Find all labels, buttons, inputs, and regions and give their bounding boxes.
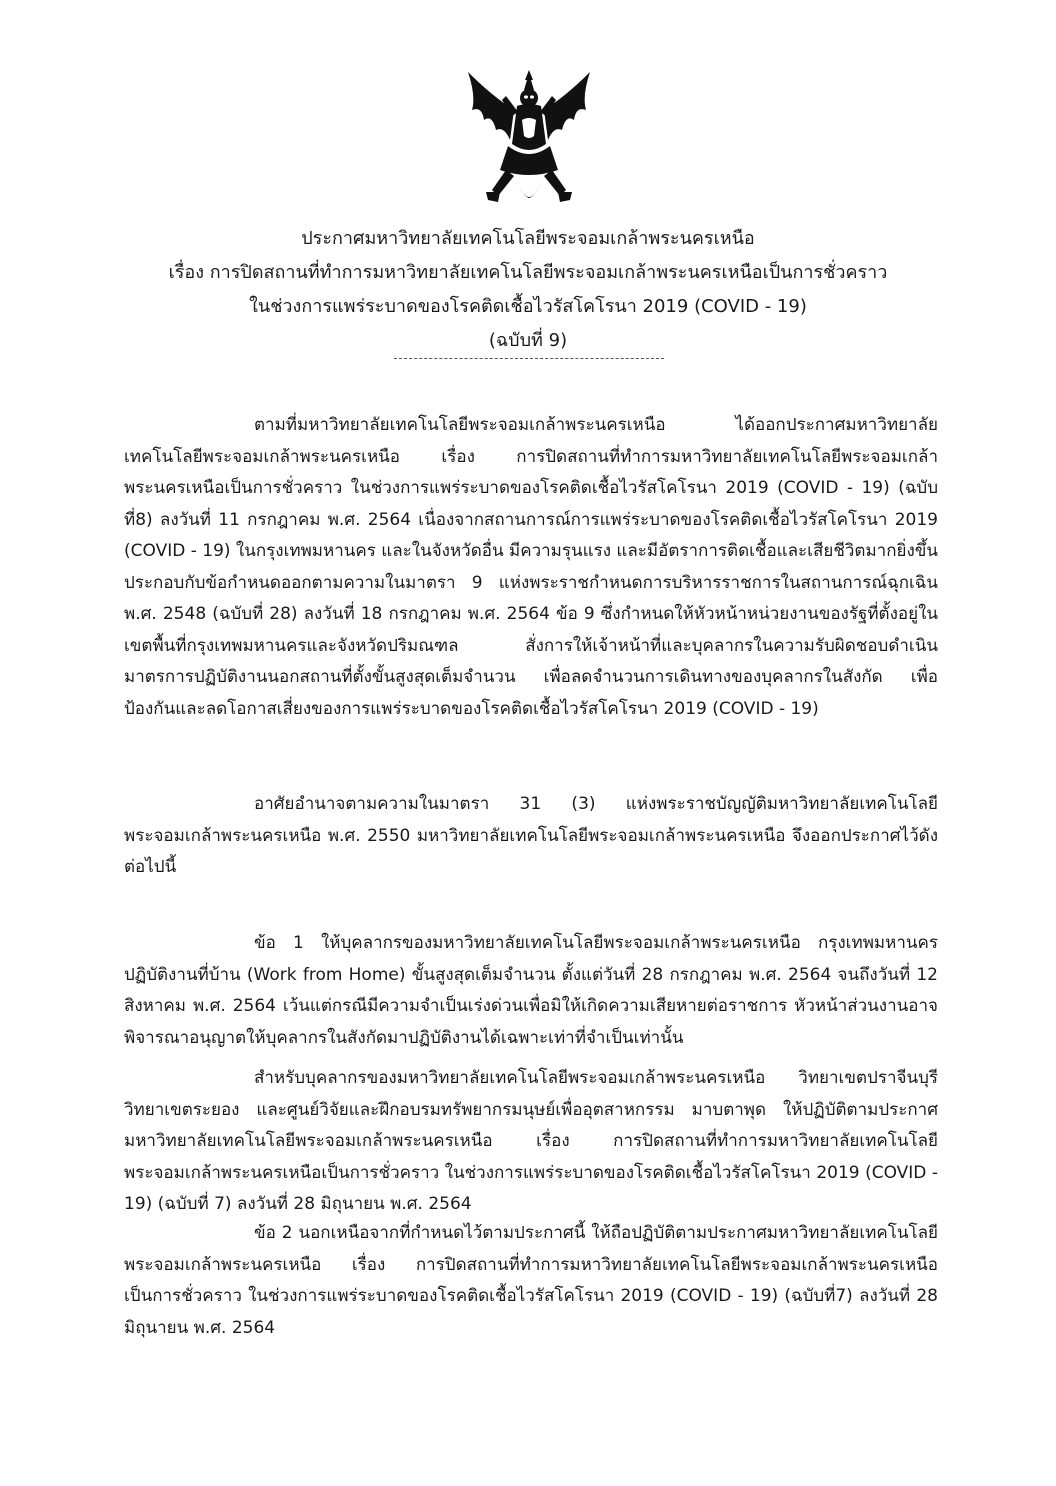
paragraph-clause-1-campuses <box>124 1063 938 1221</box>
paragraph-clause-1 <box>124 928 938 1054</box>
garuda-emblem-icon <box>462 66 596 216</box>
paragraph-authority <box>124 789 938 884</box>
paragraph-background <box>124 410 938 725</box>
paragraph-text: ข้อ 1 ให้บุคลากรของมหาวิทยาลัยเทคโนโลยีพระจอมเกล้าพระนครเหนือ กรุงเทพมหานคร ปฏิบัติงานที่บ้าน (Work from Home) ขั้นสูงสุดเต็มจำนวน ตั้งแต่วันที่ 28 กรกฎาคม พ.ศ. 2564 จนถึงวันที่ 12 สิงหาคม พ.ศ. 2564 เว้นแต่กรณีมีความจำเป็นเร่งด่วนเพื่อมิให้เกิดความเสียหายต่อราชการ หัวหน้าส่วนงานอาจพิจารณาอนุญาตให้บุคลากรในสังกัดมาปฏิบัติงานได้เฉพาะเท่าที่จำเป็นเท่านั้น <box>124 933 938 1048</box>
announcement-issuer: ประกาศมหาวิทยาลัยเทคโนโลยีพระจอมเกล้าพระนครเหนือ <box>301 228 755 249</box>
paragraph-text: สำหรับบุคลากรของมหาวิทยาลัยเทคโนโลยีพระจอมเกล้าพระนครเหนือ วิทยาเขตปราจีนบุรี วิทยาเขตระยอง และศูนย์วิจัยและฝึกอบรมทรัพยากรมนุษย์เพื่ออุตสาหกรรม มาบตาพุด ให้ปฏิบัติตามประกาศมหาวิทยาลัยเทคโนโลยีพระจอมเกล้าพระนครเหนือ เรื่อง การปิดสถานที่ทำการมหาวิทยาลัยเทคโนโลยีพระจอมเกล้าพระนครเหนือเป็นการชั่วคราว ในช่วงการแพร่ระบาดของโรคติดเชื้อไวรัสโคโรนา 2019 (COVID - 19) (ฉบับที่ 7) ลงวันที่ 28 มิถุนายน พ.ศ. 2564 <box>124 1068 938 1214</box>
announcement-subject-cont: ในช่วงการแพร่ระบาดของโรคติดเชื้อไวรัสโคโรนา 2019 (COVID - 19) <box>249 296 807 317</box>
paragraph-text: ตามที่มหาวิทยาลัยเทคโนโลยีพระจอมเกล้าพระนครเหนือ ได้ออกประกาศมหาวิทยาลัยเทคโนโลยีพระจอมเกล้าพระนครเหนือ เรื่อง การปิดสถานที่ทำการมหาวิทยาลัยเทคโนโลยีพระจอมเกล้าพระนครเหนือเป็นการชั่วคราว ในช่วงการแพร่ระบาดของโรคติดเชื้อไวรัสโคโรนา 2019 (COVID - 19) (ฉบับที่8) ลงวันที่ 11 กรกฎาคม พ.ศ. 2564 เนื่องจากสถานการณ์การแพร่ระบาดของโรคติดเชื้อไวรัสโคโรนา 2019 (COVID - 19) ในกรุงเทพมหานคร และในจังหวัดอื่น มีความรุนแรง และมีอัตราการติดเชื้อและเสียชีวิตมากยิ่งขึ้น ประกอบกับข้อกำหนดออกตามความในมาตรา 9 แห่งพระราชกำหนดการบริหารราชการในสถานการณ์ฉุกเฉิน พ.ศ. 2548 (ฉบับที่ 28) ลงวันที่ 18 กรกฎาคม พ.ศ. 2564 ข้อ 9 ซึ่งกำหนดให้หัวหน้าหน่วยงานของรัฐที่ตั้งอยู่ในเขตพื้นที่กรุงเทพมหานครและจังหวัดปริมณฑล สั่งการให้เจ้าหน้าที่และบุคลากรในความรับผิดชอบดำเนินมาตรการปฏิบัติงานนอกสถานที่ตั้งขั้นสูงสุดเต็มจำนวน เพื่อลดจำนวนการเดินทางของบุคลากรในสังกัด เพื่อป้องกันและลดโอกาสเสี่ยงของการแพร่ระบาดของโรคติดเชื้อไวรัสโคโรนา 2019 (COVID - 19) <box>124 415 938 719</box>
announcement-header <box>100 222 956 358</box>
paragraph-clause-2 <box>124 1218 938 1344</box>
header-divider <box>394 358 664 359</box>
paragraph-text: อาศัยอำนาจตามความในมาตรา 31 (3) แห่งพระราชบัญญัติมหาวิทยาลัยเทคโนโลยีพระจอมเกล้าพระนครเหนือ พ.ศ. 2550 มหาวิทยาลัยเทคโนโลยีพระจอมเกล้าพระนครเหนือ จึงออกประกาศไว้ดังต่อไปนี้ <box>124 794 938 877</box>
announcement-subject: เรื่อง การปิดสถานที่ทำการมหาวิทยาลัยเทคโนโลยีพระจอมเกล้าพระนครเหนือเป็นการชั่วคราว <box>168 262 888 283</box>
announcement-issue-number: (ฉบับที่ 9) <box>488 330 568 351</box>
paragraph-text: ข้อ 2 นอกเหนือจากที่กำหนดไว้ตามประกาศนี้ ให้ถือปฏิบัติตามประกาศมหาวิทยาลัยเทคโนโลยีพระจอมเกล้าพระนครเหนือ เรื่อง การปิดสถานที่ทำการมหาวิทยาลัยเทคโนโลยีพระจอมเกล้าพระนครเหนือเป็นการชั่วคราว ในช่วงการแพร่ระบาดของโรคติดเชื้อไวรัสโคโรนา 2019 (COVID - 19) (ฉบับที่7) ลงวันที่ 28 มิถุนายน พ.ศ. 2564 <box>124 1223 938 1338</box>
